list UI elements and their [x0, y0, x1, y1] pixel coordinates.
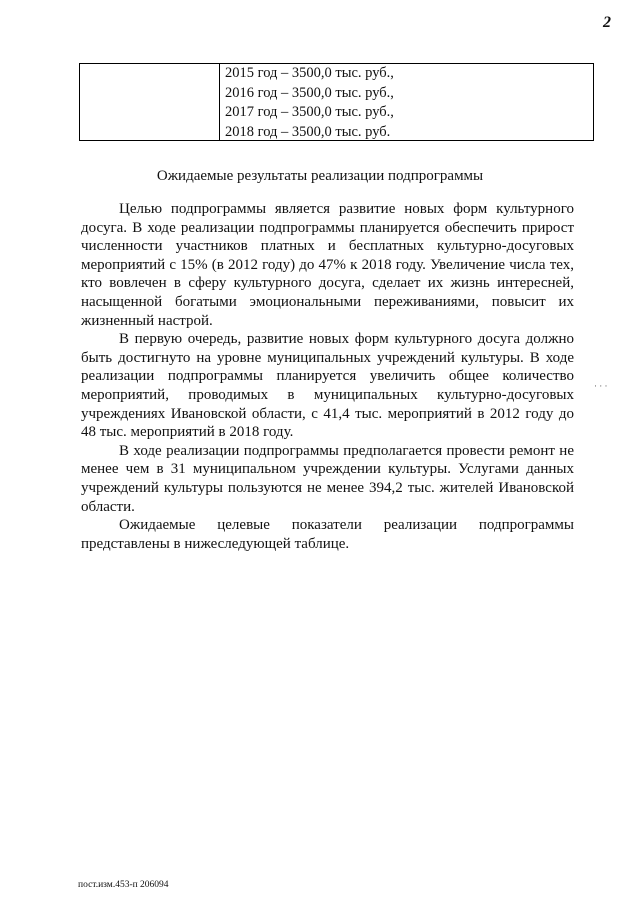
margin-mark: · · ·	[594, 381, 608, 391]
paragraph-goal: Целью подпрограммы является развитие новых форм культурного досуга. В ходе реализации подпрограммы планируется обеспечить прирост численности участников платных и бесплатных культурно-досуговых мероприятий с 15% (в 2012 году) до 47% к 2018 году. Увеличение числа тех, кто вовлечен в сферу культурного досуга, сделает их жизнь интересней, насыщенной богатыми эмоциональными переживаниями, повысит их жизненный настрой.	[81, 201, 574, 329]
funding-line-2015: 2015 год – 3500,0 тыс. руб.,	[225, 65, 394, 81]
funding-line-2017: 2017 год – 3500,0 тыс. руб.,	[225, 104, 394, 120]
funding-line-2018: 2018 год – 3500,0 тыс. руб.	[225, 123, 391, 140]
section-heading: Ожидаемые результаты реализации подпрограммы	[156, 168, 484, 184]
paragraph-indicators: Ожидаемые целевые показатели реализации подпрограммы представлены в нижеследующей таблице.	[81, 517, 574, 552]
paragraph-municipal: В первую очередь, развитие новых форм культурного досуга должно быть достигнуто на уровне муниципальных учреждений культуры. В ходе реализации подпрограммы планируется увеличить общее количество мероприятий, проводимых в муниципальных культурно-досуговых учреждениях Ивановской области, с 41,4 тыс. мероприятий в 2012 году до 48 тыс. мероприятий в 2018 году.	[81, 331, 574, 441]
table-funding-cell	[220, 64, 593, 140]
funding-line-2016: 2016 год – 3500,0 тыс. руб.,	[225, 84, 394, 101]
page-number: 2	[603, 14, 611, 31]
table-empty-cell	[80, 64, 220, 140]
paragraph-repair: В ходе реализации подпрограммы предполагается провести ремонт не менее чем в 31 муниципальном учреждении культуры. Услугами данных учреждений культуры пользуются не менее 394,2 тыс. жителей Ивановской области.	[81, 442, 574, 515]
footer-reference: пост.изм.453-п 206094	[78, 880, 169, 890]
body-text	[81, 200, 574, 553]
funding-table	[79, 63, 594, 141]
